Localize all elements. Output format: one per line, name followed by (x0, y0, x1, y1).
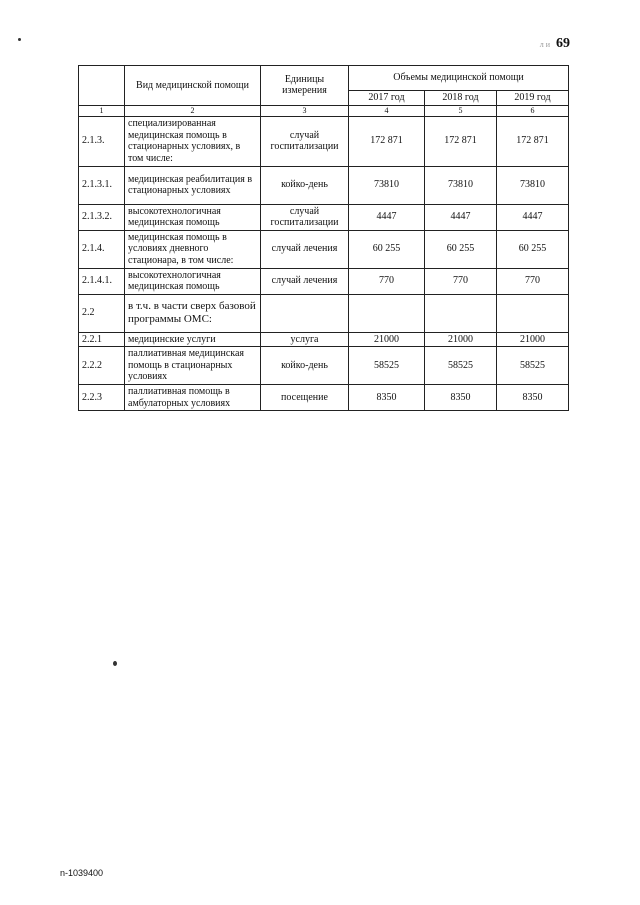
column-number: 2 (125, 105, 261, 116)
row-kind: высокотехнологичная медицинская помощь (125, 204, 261, 230)
row-unit: посещение (261, 385, 349, 411)
table-row (79, 116, 569, 166)
row-value-2017: 172 871 (349, 116, 425, 166)
table-row (79, 268, 569, 294)
row-value-2017: 770 (349, 268, 425, 294)
table-row (79, 332, 569, 347)
document-footer-code: n-1039400 (60, 868, 104, 878)
header-year-2018: 2018 год (425, 91, 497, 106)
header-units: Единицы измерения (261, 66, 349, 106)
header-year-2017: 2017 год (349, 91, 425, 106)
row-unit: койко-день (261, 347, 349, 385)
row-value-2019 (497, 294, 569, 332)
row-kind: высокотехнологичная медицинская помощь (125, 268, 261, 294)
column-number: 1 (79, 105, 125, 116)
row-kind: медицинские услуги (125, 332, 261, 347)
row-kind: медицинская реабилитация в стационарных условиях (125, 166, 261, 204)
row-value-2019: 73810 (497, 166, 569, 204)
table-row (79, 347, 569, 385)
row-code: 2.1.3.2. (79, 204, 125, 230)
row-code: 2.1.4.1. (79, 268, 125, 294)
row-value-2019: 4447 (497, 204, 569, 230)
row-value-2017: 8350 (349, 385, 425, 411)
row-value-2017: 4447 (349, 204, 425, 230)
row-code: 2.2.3 (79, 385, 125, 411)
row-code: 2.2.2 (79, 347, 125, 385)
row-code: 2.2 (79, 294, 125, 332)
table-row (79, 204, 569, 230)
row-value-2019: 21000 (497, 332, 569, 347)
column-number: 5 (425, 105, 497, 116)
row-value-2018: 60 255 (425, 230, 497, 268)
row-unit: услуга (261, 332, 349, 347)
header-code (79, 66, 125, 106)
row-value-2017: 60 255 (349, 230, 425, 268)
row-value-2019: 58525 (497, 347, 569, 385)
header-row-1 (79, 66, 569, 91)
column-number: 3 (261, 105, 349, 116)
row-value-2017: 21000 (349, 332, 425, 347)
row-kind: паллиативная медицинская помощь в стационарных условиях (125, 347, 261, 385)
column-number: 6 (497, 105, 569, 116)
header-volumes: Объемы медицинской помощи (349, 66, 569, 91)
row-value-2019: 8350 (497, 385, 569, 411)
row-kind: паллиативная помощь в амбулаторных условиях (125, 385, 261, 411)
row-unit (261, 294, 349, 332)
row-value-2017 (349, 294, 425, 332)
table-row (79, 294, 569, 332)
row-unit: случай госпитализации (261, 204, 349, 230)
row-value-2018: 4447 (425, 204, 497, 230)
row-unit: случай госпитализации (261, 116, 349, 166)
row-value-2018 (425, 294, 497, 332)
medical-care-volumes-table (78, 65, 569, 411)
row-code: 2.2.1 (79, 332, 125, 347)
row-value-2018: 73810 (425, 166, 497, 204)
row-value-2018: 172 871 (425, 116, 497, 166)
column-number: 4 (349, 105, 425, 116)
table-row (79, 166, 569, 204)
column-number-row (79, 105, 569, 116)
row-value-2017: 58525 (349, 347, 425, 385)
table-row (79, 230, 569, 268)
row-value-2019: 770 (497, 268, 569, 294)
row-value-2019: 172 871 (497, 116, 569, 166)
row-value-2018: 58525 (425, 347, 497, 385)
row-value-2018: 21000 (425, 332, 497, 347)
page-number (540, 36, 570, 52)
row-value-2017: 73810 (349, 166, 425, 204)
header-kind: Вид медицинской помощи (125, 66, 261, 106)
row-code: 2.1.4. (79, 230, 125, 268)
row-value-2018: 8350 (425, 385, 497, 411)
row-unit: койко-день (261, 166, 349, 204)
row-value-2019: 60 255 (497, 230, 569, 268)
row-unit: случай лечения (261, 268, 349, 294)
row-kind: медицинская помощь в условиях дневного стационара, в том числе: (125, 230, 261, 268)
row-kind: в т.ч. в части сверх базовой программы ОМС: (125, 294, 261, 332)
header-year-2019: 2019 год (497, 91, 569, 106)
scan-speck (113, 661, 117, 666)
row-kind: специализированная медицинская помощь в стационарных условиях, в том числе: (125, 116, 261, 166)
row-code: 2.1.3.1. (79, 166, 125, 204)
row-code: 2.1.3. (79, 116, 125, 166)
page-number-value: 69 (556, 36, 570, 51)
row-unit: случай лечения (261, 230, 349, 268)
table-row (79, 385, 569, 411)
page-mark: ли (539, 40, 552, 49)
row-value-2018: 770 (425, 268, 497, 294)
scan-speck (18, 38, 21, 41)
